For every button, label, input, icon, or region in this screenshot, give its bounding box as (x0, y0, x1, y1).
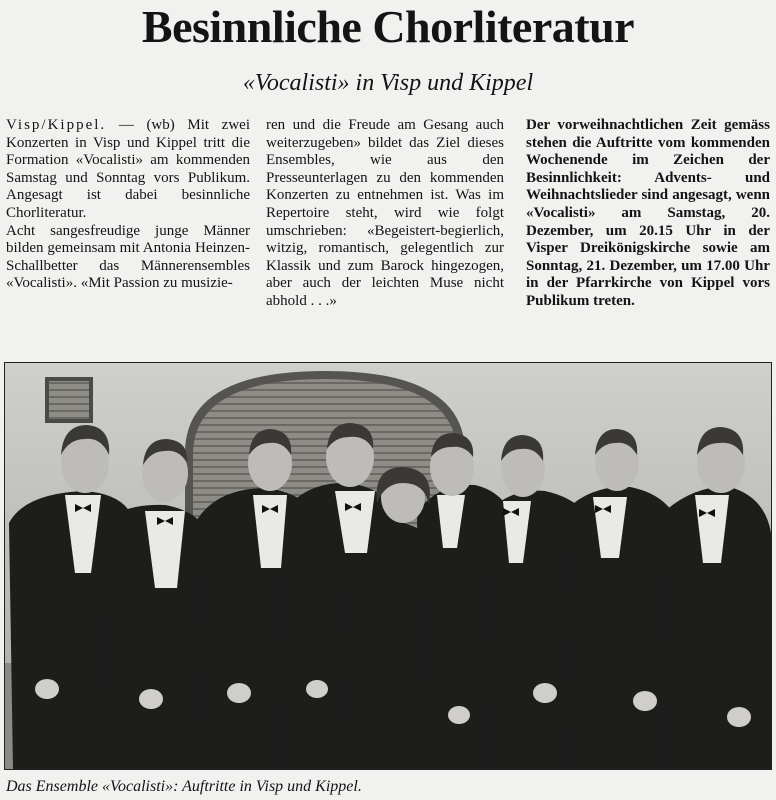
article-column-3 (526, 117, 770, 311)
article-paragraph: Der vorweihnachtlichen Zeit gemäss stehen die Auftritte vom kommenden Wochenende im Zeichen der Besinnlichkeit: Advents- und Weihnachtslieder sind angesagt, wenn «Vocalisti» am Samstag, 20. Dezember, um 20.15 Uhr in der Visper Dreikönigskirche sowie am Sonntag, 21. Dezember, um 17.00 Uhr in der Pfarrkirche von Kippel vors Publikum treten. (526, 117, 770, 309)
article-column-2 (266, 117, 504, 311)
article-paragraph: ren und die Freude am Gesang auch weiterzugeben» bildet das Ziel dieses Ensembles, wie aus den Presseunterlagen zu den kommenden Konzerten zu entnehmen ist. Was im Repertoire steht, wird wie folgt umschrieben: «Begeistert-begierlich, witzig, romantisch, gelegentlich zur Klassik und zum Barock hingezogen, aber auch der leichten Muse nicht abhold . . .» (266, 117, 504, 309)
paragraph-text: — (wb) Mit zwei Konzerten in Visp und Kippel tritt die Formation «Vocalisti» am kommenden Samstag und Sonntag vors Publikum. Angesagt ist dabei besinnliche Chorliteratur. (6, 117, 250, 221)
article-column-1 (6, 117, 250, 293)
dateline: Visp/Kippel. (6, 117, 107, 133)
article-paragraph: Acht sangesfreudige junge Männer bilden gemeinsam mit Antonia Heinzen-Schallbetter das Männerensembles «Vocalisti». «Mit Passion zu musizie- (6, 222, 250, 292)
headline: Besinnliche Chorliteratur (141, 1, 635, 52)
ensemble-photo (4, 362, 772, 770)
photo-caption: Das Ensemble «Vocalisti»: Auftritte in Visp und Kippel. (6, 778, 362, 795)
subheadline: «Vocalisti» in Visp und Kippel (242, 70, 534, 96)
article-paragraph (6, 117, 250, 223)
